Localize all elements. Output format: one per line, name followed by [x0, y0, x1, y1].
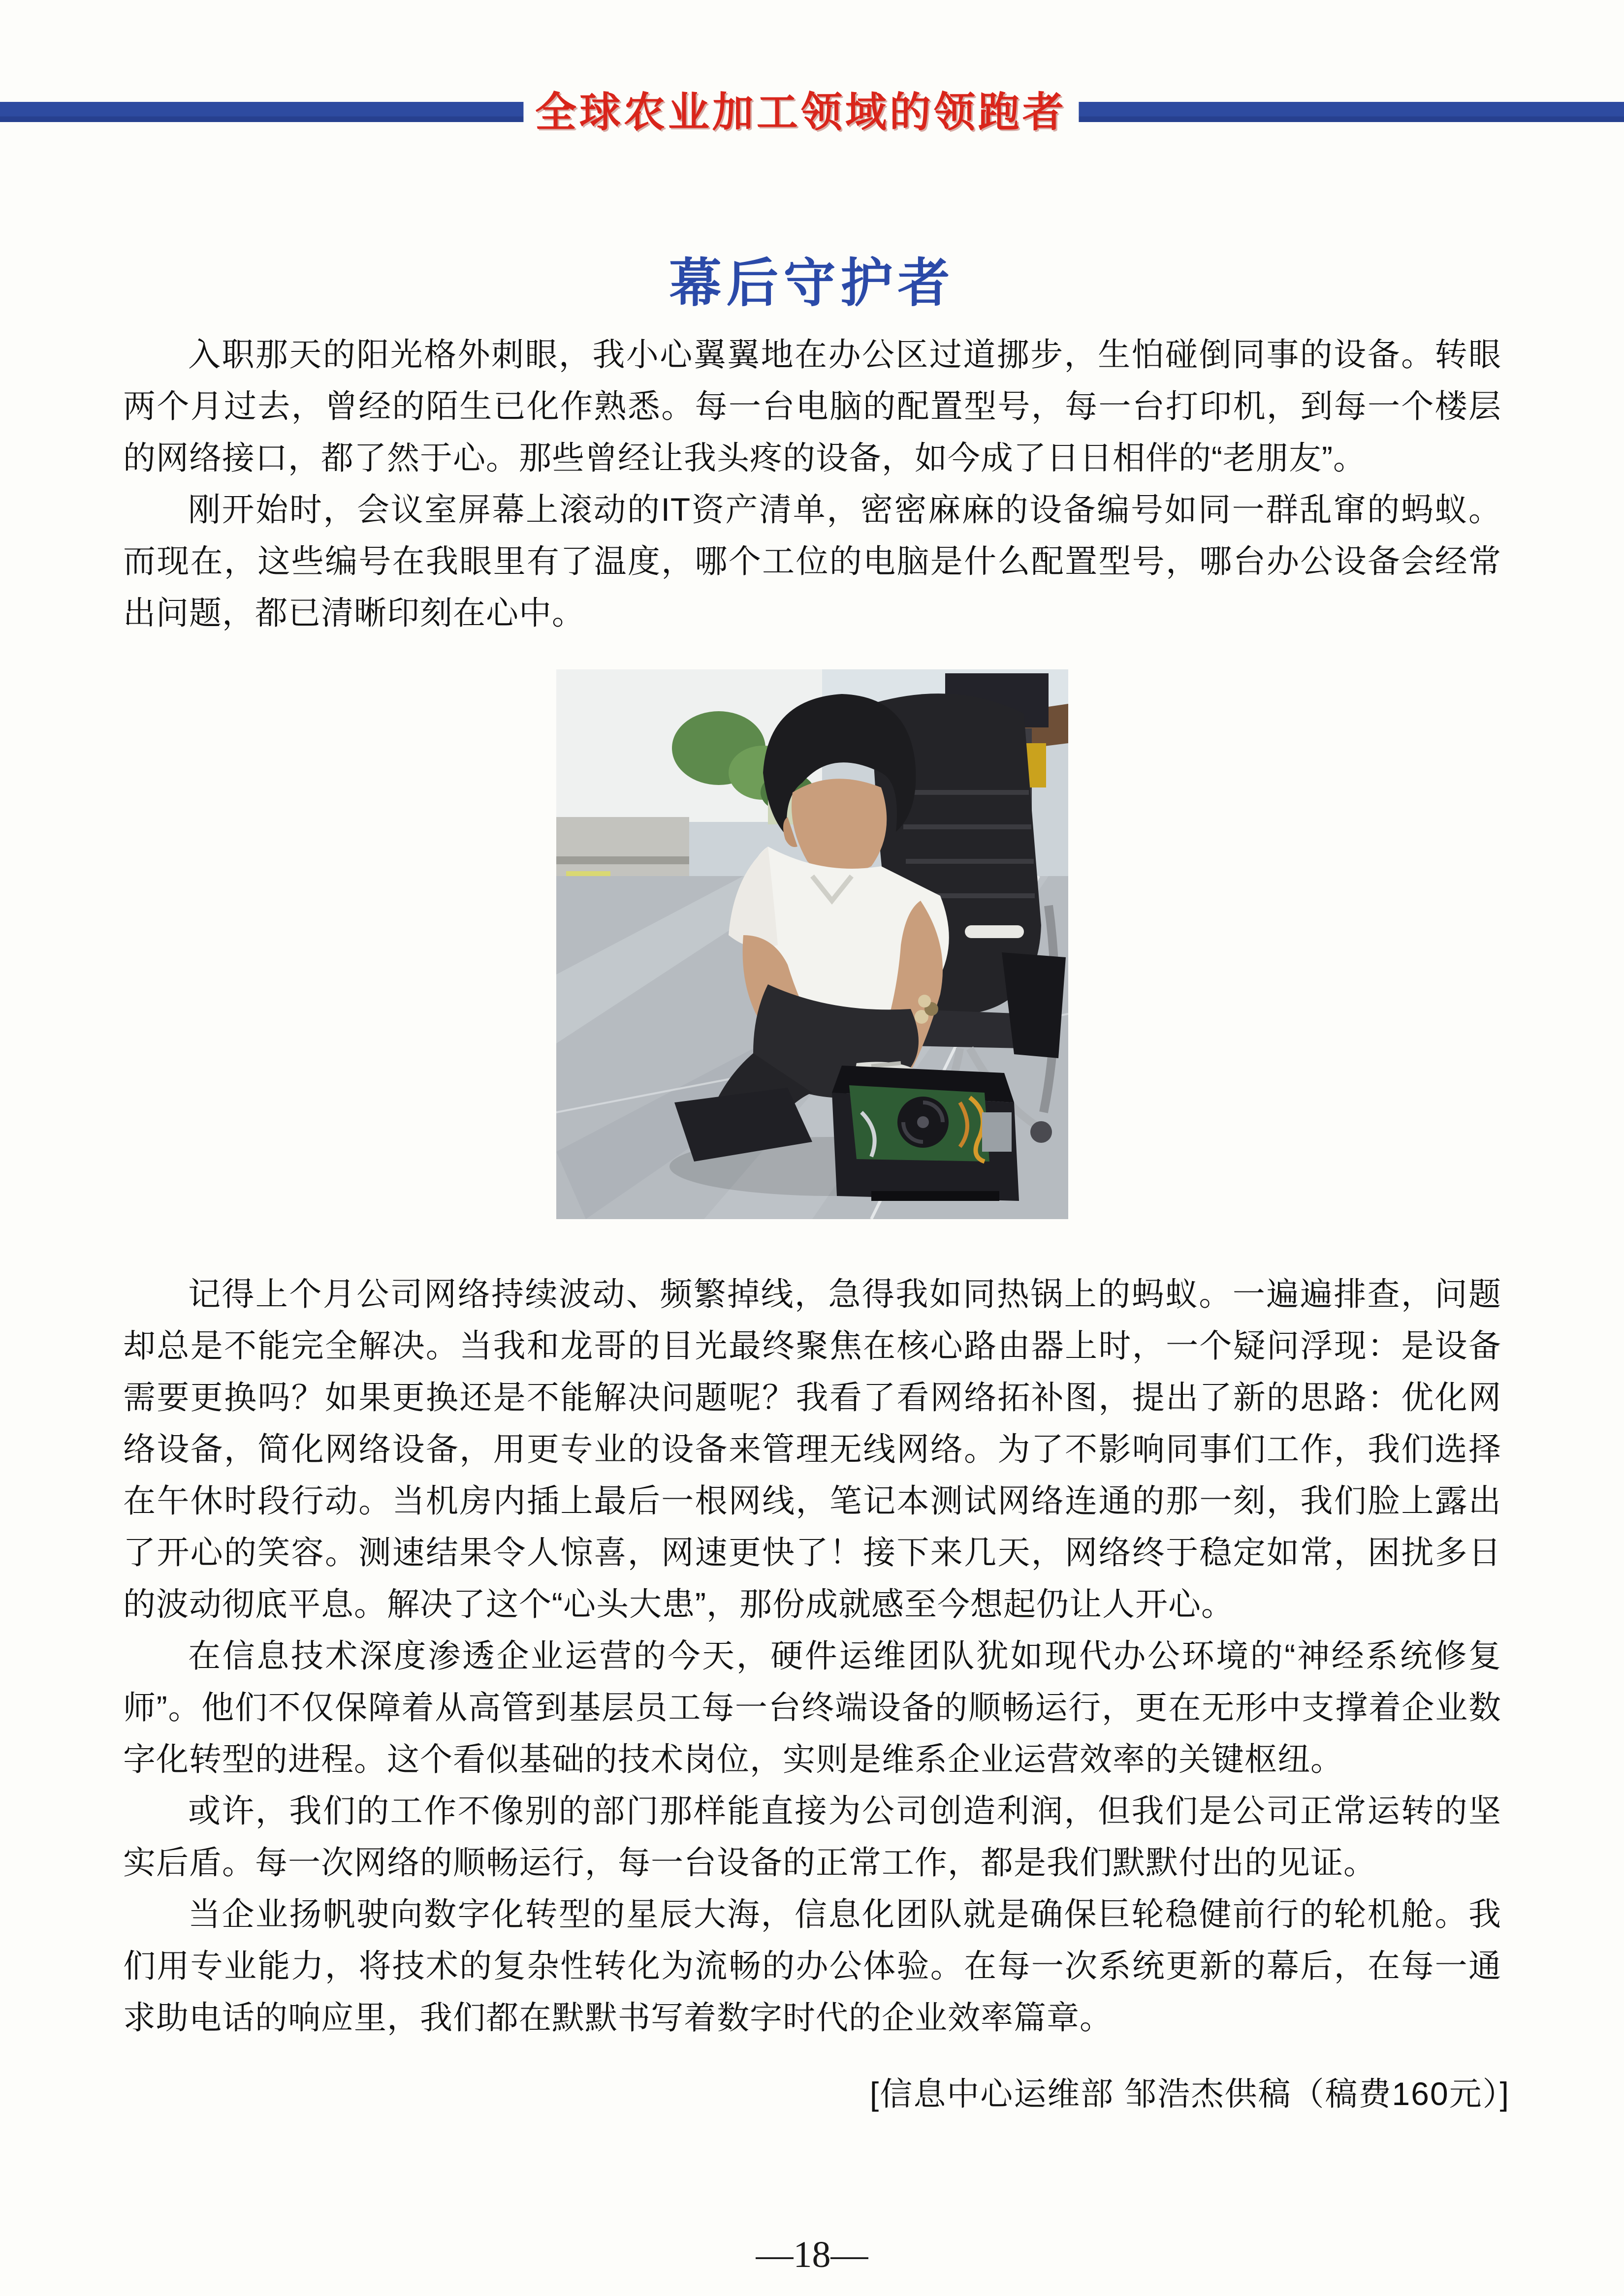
article-body-top: [123, 329, 1501, 639]
paragraph: 在信息技术深度渗透企业运营的今天，硬件运维团队犹如现代办公环境的“神经系统修复师”。他们不仅保障着从高管到基层员工每一台终端设备的顺畅运行，更在无形中支撑着企业数字化转型的进程。这个看似基础的技术岗位，实则是维系企业运营效率的关键枢纽。: [123, 1637, 1501, 1777]
article-photo: [556, 669, 1068, 1219]
photo-pc-case: [832, 1066, 1019, 1201]
article-title: 幕后守护者: [669, 254, 955, 313]
paragraph: 或许，我们的工作不像别的部门那样能直接为公司创造利润，但我们是公司正常运转的坚实后盾。每一次网络的顺畅运行，每一台设备的正常工作，都是我们默默付出的见证。: [123, 1793, 1501, 1881]
article-body-bottom: [123, 1268, 1501, 2044]
page-number: —18—: [756, 2234, 868, 2275]
paragraph: 记得上个月公司网络持续波动、频繁掉线，急得我如同热锅上的蚂蚁。一遍遍排查，问题却总是不能完全解决。当我和龙哥的目光最终聚焦在核心路由器上时，一个疑问浮现：是设备需要更换吗？如果更换还是不能解决问题呢？我看了看网络拓补图，提出了新的思路：优化网络设备，简化网络设备，用更专业的设备来管理无线网络。为了不影响同事们工作，我们选择在午休时段行动。当机房内插上最后一根网线，笔记本测试网络连通的那一刻，我们脸上露出了开心的笑容。测速结果令人惊喜，网速更快了！接下来几天，网络终于稳定如常，困扰多日的波动彻底平息。解决了这个“心头大患”，那份成就感至今想起仍让人开心。: [123, 1276, 1501, 1622]
attribution-line: [信息中心运维部 邹浩杰供稿（稿费160元）]: [869, 2076, 1510, 2112]
paragraph: 入职那天的阳光格外刺眼，我小心翼翼地在办公区过道挪步，生怕碰倒同事的设备。转眼两个月过去，曾经的陌生已化作熟悉。每一台电脑的配置型号，每一台打印机，到每一个楼层的网络接口，都了然于心。那些曾经让我头疼的设备，如今成了日日相伴的“老朋友”。: [123, 336, 1501, 476]
header-slogan: 全球农业加工领域的领跑者: [523, 85, 1079, 139]
paragraph: 刚开始时，会议室屏幕上滚动的IT资产清单，密密麻麻的设备编号如同一群乱窜的蚂蚁。而现在，这些编号在我眼里有了温度，哪个工位的电脑是什么配置型号，哪台办公设备会经常出问题，都已清晰印刻在心中。: [123, 491, 1501, 631]
header-band: [0, 89, 1624, 135]
paragraph: 当企业扬帆驶向数字化转型的星辰大海，信息化团队就是确保巨轮稳健前行的轮机舱。我们用专业能力，将技术的复杂性转化为流畅的办公体验。在每一次系统更新的幕后，在每一通求助电话的响应里，我们都在默默书写着数字时代的企业效率篇章。: [123, 1896, 1501, 2036]
